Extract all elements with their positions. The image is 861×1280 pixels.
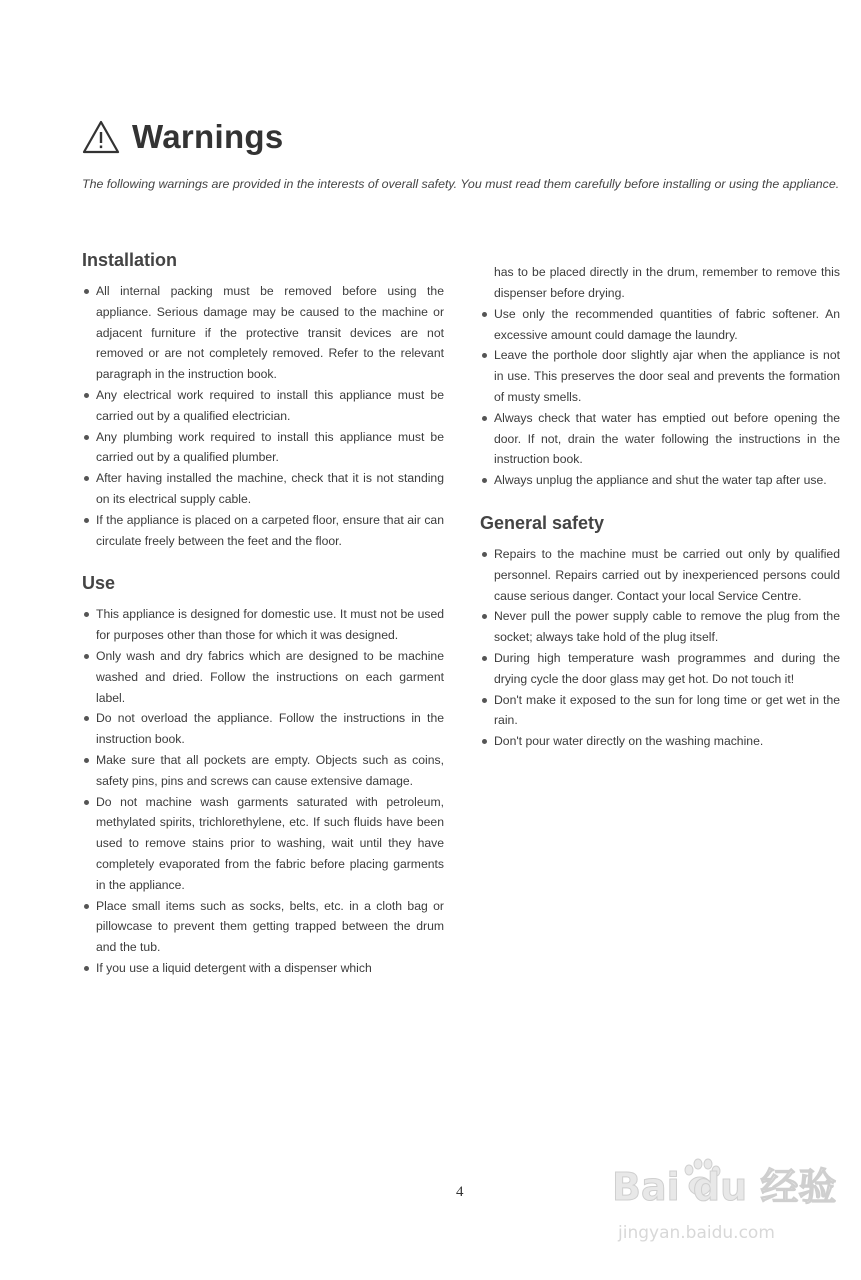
- use-list: [82, 604, 444, 978]
- intro-text: The following warnings are provided in the interests of overall safety. You must read them carefully before installing or using the appliance.: [82, 177, 840, 191]
- general-safety-list: [480, 544, 840, 752]
- list-item: Place small items such as socks, belts, etc. in a cloth bag or pillowcase to prevent them getting trapped between the drum and the tub.: [82, 896, 444, 958]
- list-item: Don't make it exposed to the sun for long time or get wet in the rain.: [480, 690, 840, 732]
- list-item: During high temperature wash programmes and during the drying cycle the door glass may get hot. Do not touch it!: [480, 648, 840, 690]
- list-item: Only wash and dry fabrics which are designed to be machine washed and dried. Follow the instructions on each garment label.: [82, 646, 444, 708]
- general-safety-heading: General safety: [480, 512, 605, 533]
- list-item: Any electrical work required to install this appliance must be carried out by a qualified electrician.: [82, 385, 444, 427]
- installation-section: [82, 250, 444, 551]
- left-column: [82, 250, 444, 1001]
- page-number: 4: [456, 1184, 464, 1200]
- baidu-watermark: [612, 1150, 842, 1250]
- list-item: Do not machine wash garments saturated with petroleum, methylated spirits, trichlorethylene, etc. If such fluids have been used to remove stains prior to washing, wait until they have completely evaporated from the fabric before placing garments in the appliance.: [82, 792, 444, 896]
- use-list-continued: [480, 304, 840, 491]
- list-item: All internal packing must be removed before using the appliance. Serious damage may be caused to the machine or adjacent furniture if the protective transit devices are not removed or are not completely removed. Refer to the relevant paragraph in the instruction book.: [82, 281, 444, 385]
- installation-heading: Installation: [82, 250, 178, 270]
- list-item: Use only the recommended quantities of fabric softener. An excessive amount could damage the laundry.: [480, 304, 840, 346]
- page-title: Warnings: [132, 118, 284, 155]
- list-item: If you use a liquid detergent with a dispenser which: [82, 958, 444, 979]
- list-item-continuation: has to be placed directly in the drum, remember to remove this dispenser before drying.: [494, 265, 840, 300]
- list-item: Do not overload the appliance. Follow the instructions in the instruction book.: [82, 708, 444, 750]
- general-safety-section: [480, 513, 840, 752]
- list-item: Don't pour water directly on the washing machine.: [480, 731, 840, 752]
- installation-list: [82, 281, 444, 551]
- use-heading: Use: [82, 573, 116, 594]
- list-item: This appliance is designed for domestic use. It must not be used for purposes other than those for which it was designed.: [82, 604, 444, 646]
- title-row: [82, 118, 284, 156]
- use-section: [82, 573, 444, 978]
- list-item: Repairs to the machine must be carried out only by qualified personnel. Repairs carried out by inexperienced persons could cause serious danger. Contact your local Service Centre.: [480, 544, 840, 606]
- list-item: Make sure that all pockets are empty. Objects such as coins, safety pins, pins and screws can cause extensive damage.: [82, 750, 444, 792]
- list-item: After having installed the machine, check that it is not standing on its electrical supply cable.: [82, 468, 444, 510]
- right-column: [480, 250, 840, 774]
- list-item: Always check that water has emptied out before opening the door. If not, drain the water following the instructions in the instruction book.: [480, 408, 840, 470]
- list-item: Any plumbing work required to install this appliance must be carried out by a qualified plumber.: [82, 427, 444, 469]
- watermark-main: Bai du 经验: [612, 1165, 837, 1209]
- list-item: Always unplug the appliance and shut the water tap after use.: [480, 470, 840, 491]
- warning-triangle-icon: [82, 120, 120, 154]
- list-item: Never pull the power supply cable to remove the plug from the socket; always take hold of the plug itself.: [480, 606, 840, 648]
- list-item: If the appliance is placed on a carpeted floor, ensure that air can circulate freely between the feet and the floor.: [82, 510, 444, 552]
- use-section-continued: [480, 262, 840, 491]
- watermark-url: jingyan.baidu.com: [618, 1223, 775, 1243]
- list-item: Leave the porthole door slightly ajar when the appliance is not in use. This preserves the door seal and prevents the formation of musty smells.: [480, 345, 840, 407]
